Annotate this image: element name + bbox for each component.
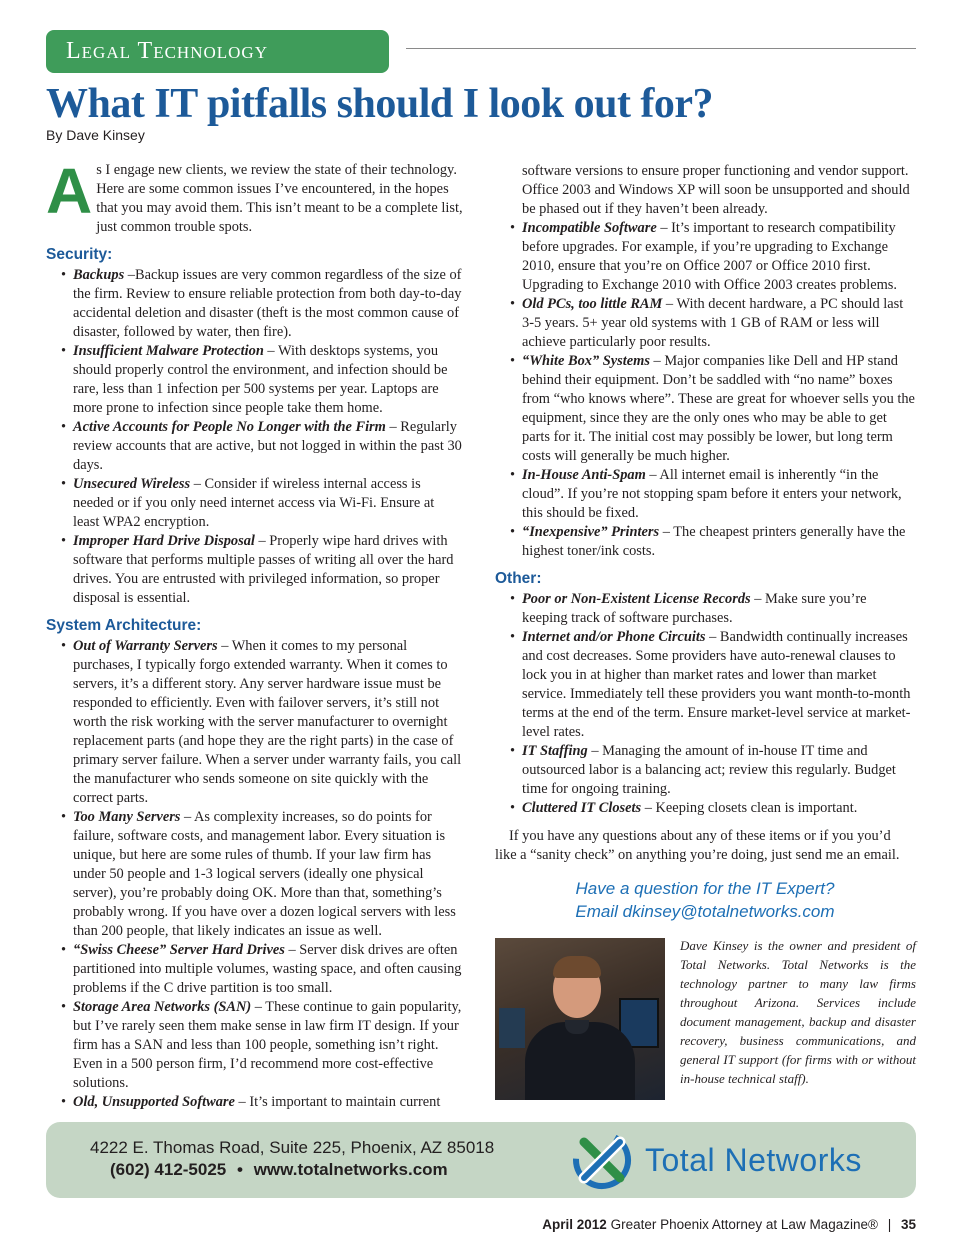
section-label: Legal Technology — [66, 38, 268, 64]
item-text: – Regularly review accounts that are active, but not logged in within the past 30 days. — [73, 419, 462, 473]
other-heading: Other: — [495, 570, 542, 587]
item-text: –Backup issues are very common regardless of the size of the firm. Review to ensure reliable protection from both day-to-day accidental deletion and disaster (theft is the most common cause of disaster, followed by water, then fire). — [73, 267, 462, 340]
item-term: Insufficient Malware Protection — [73, 343, 264, 359]
banner-divider — [406, 48, 916, 49]
callout-email[interactable]: Email dkinsey@totalnetworks.com — [575, 902, 835, 921]
list-item — [46, 1093, 464, 1112]
author-photo — [495, 938, 665, 1100]
item-text: – Properly wipe hard drives with software that performs multiple passes of writing all over the hard drives. You are entrusted with privileged information, so proper disposal is essential. — [73, 533, 454, 606]
item-text: – When it comes to my personal purchases, I typically forgo extended warranty. When it comes to servers, it’s a different story. Any server hardware issue must be responded to efficiently. Even with failover servers, it’s still not worth the risk working with the server manufacturer to overnight replacement parts (and hope they are the right parts) in the case of primary server failure. When a server under warranty fails, you call the manufacturer who sends someone on site quickly with the correct parts. — [73, 638, 462, 806]
item-term: Unsecured Wireless — [73, 476, 191, 492]
item-term: Poor or Non-Existent License Records — [522, 591, 751, 607]
page-footer — [542, 1217, 916, 1232]
bullet-icon: • — [61, 267, 67, 283]
bullet-icon: • — [61, 809, 67, 825]
page-number: 35 — [900, 1217, 916, 1232]
photo-hair — [553, 956, 601, 978]
item-term: Old PCs, too little RAM — [522, 296, 663, 312]
list-item — [46, 941, 464, 998]
item-term: Backups — [73, 267, 125, 283]
item-term: Old, Unsupported Software — [73, 1094, 235, 1110]
item-text: – Keeping closets clean is important. — [641, 800, 858, 816]
right-column — [495, 162, 915, 923]
list-item — [46, 475, 464, 532]
intro-text: s I engage new clients, we review the state of their technology. Here are some common issues I’ve encountered, in the hopes that you may avoid them. This isn’t meant to be a complete list, just common trouble spots. — [96, 162, 463, 235]
list-item — [495, 466, 915, 523]
photo-background-monitor — [499, 1008, 525, 1048]
list-item — [495, 742, 915, 799]
list-item — [46, 532, 464, 608]
bullet-icon: • — [510, 467, 516, 483]
bullet-icon: • — [61, 1094, 67, 1110]
logo-wordmark: Total Networks — [645, 1142, 862, 1178]
bullet-icon: • — [510, 800, 516, 816]
bullet-icon: • — [61, 419, 67, 435]
expert-callout — [495, 877, 915, 923]
item-text: – Bandwidth continually increases and cost decreases. Some providers have auto-renewal clauses to lock you in at higher than market rates and lower than market service. Immediately tell these providers you want month-to-month terms at the end of the term. Ensure market-level service at market-level rates. — [522, 629, 911, 740]
item-term: “Swiss Cheese” Server Hard Drives — [73, 942, 285, 958]
bullet-icon: • — [510, 629, 516, 645]
bullet-icon: • — [61, 999, 67, 1015]
item-term: Active Accounts for People No Longer with the Firm — [73, 419, 386, 435]
item-text: – It’s important to maintain current — [234, 1094, 441, 1110]
item-term: “White Box” Systems — [522, 353, 650, 369]
issue-date: April 2012 — [542, 1217, 607, 1232]
item-term: “Inexpensive” Printers — [522, 524, 660, 540]
architecture-list-continued — [495, 219, 915, 561]
footer-address: 4222 E. Thomas Road, Suite 225, Phoenix, AZ 85018 — [90, 1138, 495, 1157]
item-text: – As complexity increases, so do points for failure, software costs, and management labor. Every situation is unique, but here are some rules of thumb. If your law firm has under 50 people and 1-3 logical servers (ideally one physical server), you’re probably doing OK. More than that, something’s probably wrong. If you have over a dozen logical servers with less than 200 people, that likely indicates an issue as well. — [73, 809, 456, 939]
item-text: – The cheapest printers generally have the highest toner/ink costs. — [522, 524, 906, 559]
bullet-icon: • — [61, 476, 67, 492]
article-headline: What IT pitfalls should I look out for? — [46, 81, 714, 127]
section-banner — [46, 30, 389, 73]
item-term: Improper Hard Drive Disposal — [73, 533, 255, 549]
list-item — [495, 352, 915, 466]
list-item — [46, 998, 464, 1093]
item-text: – With desktops systems, you should properly control the environment, and infection should be rare, less than 1 infection per 500 systems per year. Laptops are more prone to infection since people take them home. — [73, 343, 448, 416]
item-text: – These continue to gain popularity, but I’ve rarely seen them make sense in law firm IT design. If your firm has a SAN and less than 100 people, something isn’t right. Even in a 500 person firm, I’d recommend more cost-effective solutions. — [73, 999, 462, 1091]
bullet-icon: • — [61, 533, 67, 549]
item-term: IT Staffing — [522, 743, 588, 759]
bullet-icon: • — [510, 524, 516, 540]
item-text: – It’s important to research compatibility before upgrades. For example, if you’re upgrading to Exchange 2010, ensure that you’re on Office 2007 or Office 2010 first. Upgrading to Exchange 2010 with Office 2003 creates problems. — [522, 220, 897, 293]
item-term: In-House Anti-Spam — [522, 467, 646, 483]
list-item — [46, 637, 464, 808]
bullet-icon: • — [61, 638, 67, 654]
callout-question: Have a question for the IT Expert? — [575, 879, 835, 898]
footer-contact-line — [110, 1160, 448, 1180]
security-list — [46, 266, 464, 608]
magazine-name: Greater Phoenix Attorney at Law Magazine® — [610, 1217, 878, 1232]
list-item — [46, 266, 464, 342]
item-text: – Make sure you’re keeping track of software purchases. — [522, 591, 867, 626]
bullet-icon: • — [61, 343, 67, 359]
list-item — [46, 808, 464, 941]
left-column — [46, 155, 464, 1112]
item-text: – Major companies like Dell and HP stand behind their equipment. Don’t be saddled with “no name” boxes from “who knows where”. These are great for whoever sells you the equipment, since they are the only ones who may be able to get parts for it. The initial cost may possibly be lower, but long term costs will generally be much higher. — [522, 353, 915, 464]
item-text: – Consider if wireless internal access is needed or if you only need internet access via Wi-Fi. Ensure at least WPA2 encryption. — [73, 476, 435, 530]
item-term: Storage Area Networks (SAN) — [73, 999, 252, 1015]
footer-phone[interactable]: (602) 412-5025 — [110, 1160, 227, 1179]
bullet-icon: • — [510, 743, 516, 759]
item-term: Internet and/or Phone Circuits — [522, 629, 706, 645]
item-term: Cluttered IT Closets — [522, 800, 642, 816]
bullet-icon: • — [510, 296, 516, 312]
item-term: Too Many Servers — [73, 809, 181, 825]
drop-cap: A — [46, 155, 93, 227]
list-item — [495, 628, 915, 742]
byline: By Dave Kinsey — [46, 127, 145, 143]
total-networks-logo-icon — [570, 1130, 634, 1190]
item-text: – With decent hardware, a PC should last 3-5 years. 5+ year old systems with 1 GB of RAM or less will achieve particularly poor results. — [522, 296, 904, 350]
security-heading: Security: — [46, 246, 113, 263]
item-text: – All internet email is inherently “in the cloud”. If you’re not stopping spam before it enters your network, this should be fixed. — [522, 467, 902, 521]
list-item — [495, 590, 915, 628]
item-text: – Managing the amount of in-house IT time and outsourced labor is a balancing act; review this regularly. Budget time for ongoing training. — [522, 743, 896, 797]
list-item — [495, 219, 915, 295]
author-bio: Dave Kinsey is the owner and president of Total Networks. Total Networks is the technology partner to many law firms throughout Arizona. Services include document management, backup and disaster recovery, business communications, and general IT support (for firms with or without in-house technical staff). — [680, 938, 916, 1086]
item-term: Incompatible Software — [522, 220, 657, 236]
footer-website[interactable]: www.totalnetworks.com — [253, 1160, 448, 1179]
architecture-list — [46, 637, 464, 1112]
list-item — [495, 799, 915, 818]
bullet-icon: • — [510, 353, 516, 369]
intro-paragraph — [46, 155, 464, 237]
bullet-icon: • — [510, 220, 516, 236]
list-item — [495, 295, 915, 352]
bullet-icon: • — [61, 942, 67, 958]
bullet-icon: • — [510, 591, 516, 607]
footer-separator: | — [887, 1217, 892, 1232]
other-list — [495, 590, 915, 818]
closing-paragraph: If you have any questions about any of these items or if you you’d like a “sanity check” on anything you’re doing, just send me an email. — [495, 828, 900, 863]
architecture-heading: System Architecture: — [46, 617, 202, 634]
list-item — [46, 342, 464, 418]
continued-text: software versions to ensure proper functioning and vendor support. Office 2003 and Windows XP will soon be unsupported and should be phased out if they haven’t been already. — [522, 163, 910, 217]
item-term: Out of Warranty Servers — [73, 638, 218, 654]
list-item — [495, 523, 915, 561]
item-text: – Server disk drives are often partitioned into multiple volumes, wasting space, and often causing problems if the C drive partition is too small. — [73, 942, 462, 996]
list-item — [46, 418, 464, 475]
footer-bullet: • — [237, 1160, 243, 1179]
